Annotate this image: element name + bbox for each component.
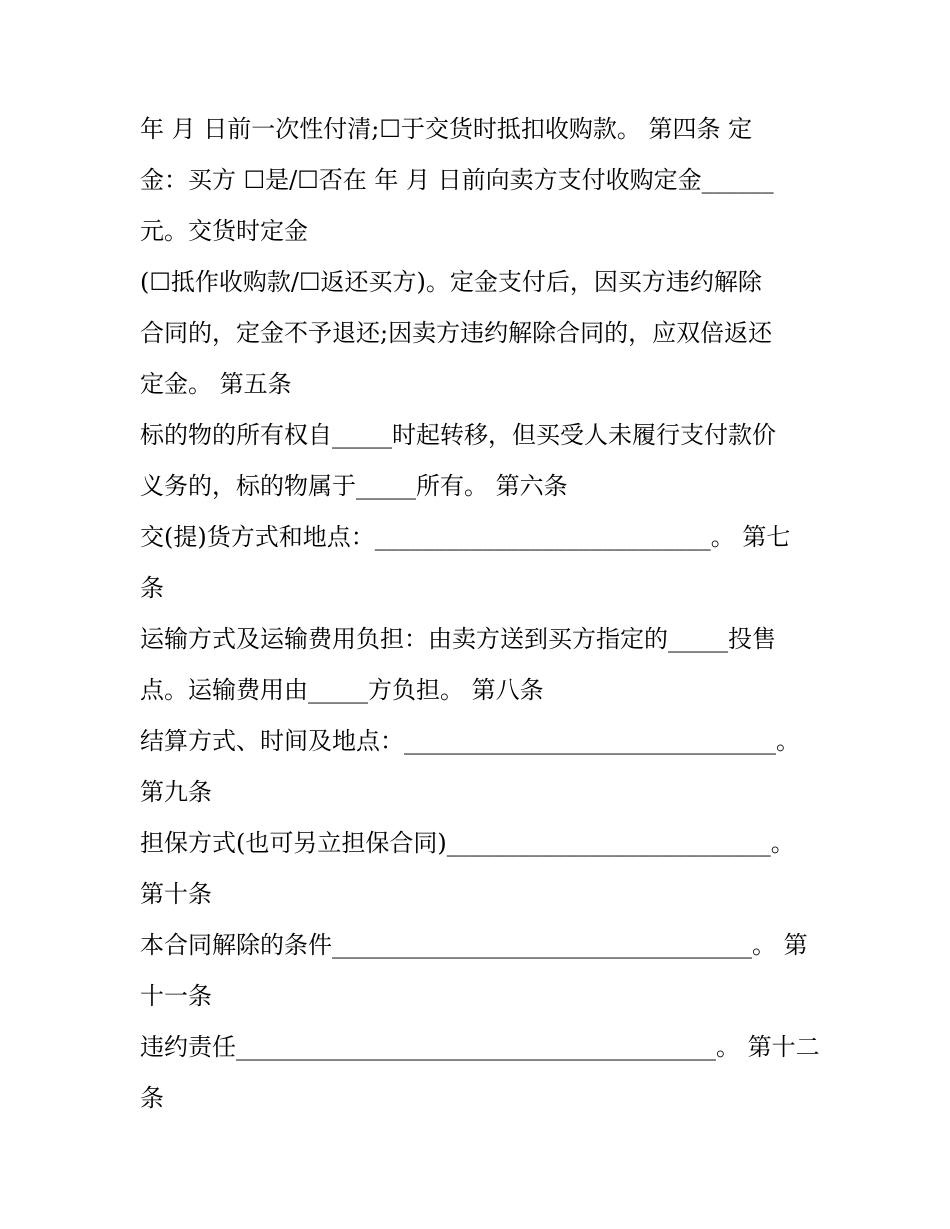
text-line-4: (☐抵作收购款/☐返还买方)。定金支付后，因买方违约解除 (140, 268, 762, 296)
text-line-19: 违约责任________________________________________。 第十二 (140, 1033, 820, 1061)
text-line-20: 条 (140, 1084, 164, 1112)
text-line-18: 十一条 (140, 982, 212, 1010)
text-line-11: 运输方式及运输费用负担：由卖方送到买方指定的_____投售 (140, 625, 776, 653)
text-line-16: 第十条 (140, 880, 212, 908)
text-line-10: 条 (140, 574, 164, 602)
text-line-3: 元。交货时定金 (140, 217, 308, 245)
text-line-5: 合同的，定金不予退还;因卖方违约解除合同的，应双倍返还 (140, 319, 773, 347)
text-line-8: 义务的，标的物属于_____所有。 第六条 (140, 472, 568, 500)
text-line-6: 定金。 第五条 (140, 370, 292, 398)
text-line-17: 本合同解除的条件___________________________________。 第 (140, 931, 808, 959)
text-line-1: 年 月 日前一次性付清;☐于交货时抵扣收购款。 第四条 定 (140, 115, 753, 143)
text-line-13: 结算方式、时间及地点：_______________________________。 (140, 727, 800, 755)
text-line-12: 点。运输费用由_____方负担。 第八条 (140, 676, 544, 704)
text-line-14: 第九条 (140, 778, 212, 806)
text-line-9: 交(提)货方式和地点：____________________________。 第七 (140, 523, 791, 551)
contract-text (140, 104, 820, 1124)
text-line-15: 担保方式(也可另立担保合同)___________________________。 (140, 829, 795, 857)
text-line-7: 标的物的所有权自_____时起转移，但买受人未履行支付款价 (140, 421, 776, 449)
text-line-2: 金：买方 ☐是/☐否在 年 月 日前向卖方支付收购定金______ (140, 166, 774, 194)
